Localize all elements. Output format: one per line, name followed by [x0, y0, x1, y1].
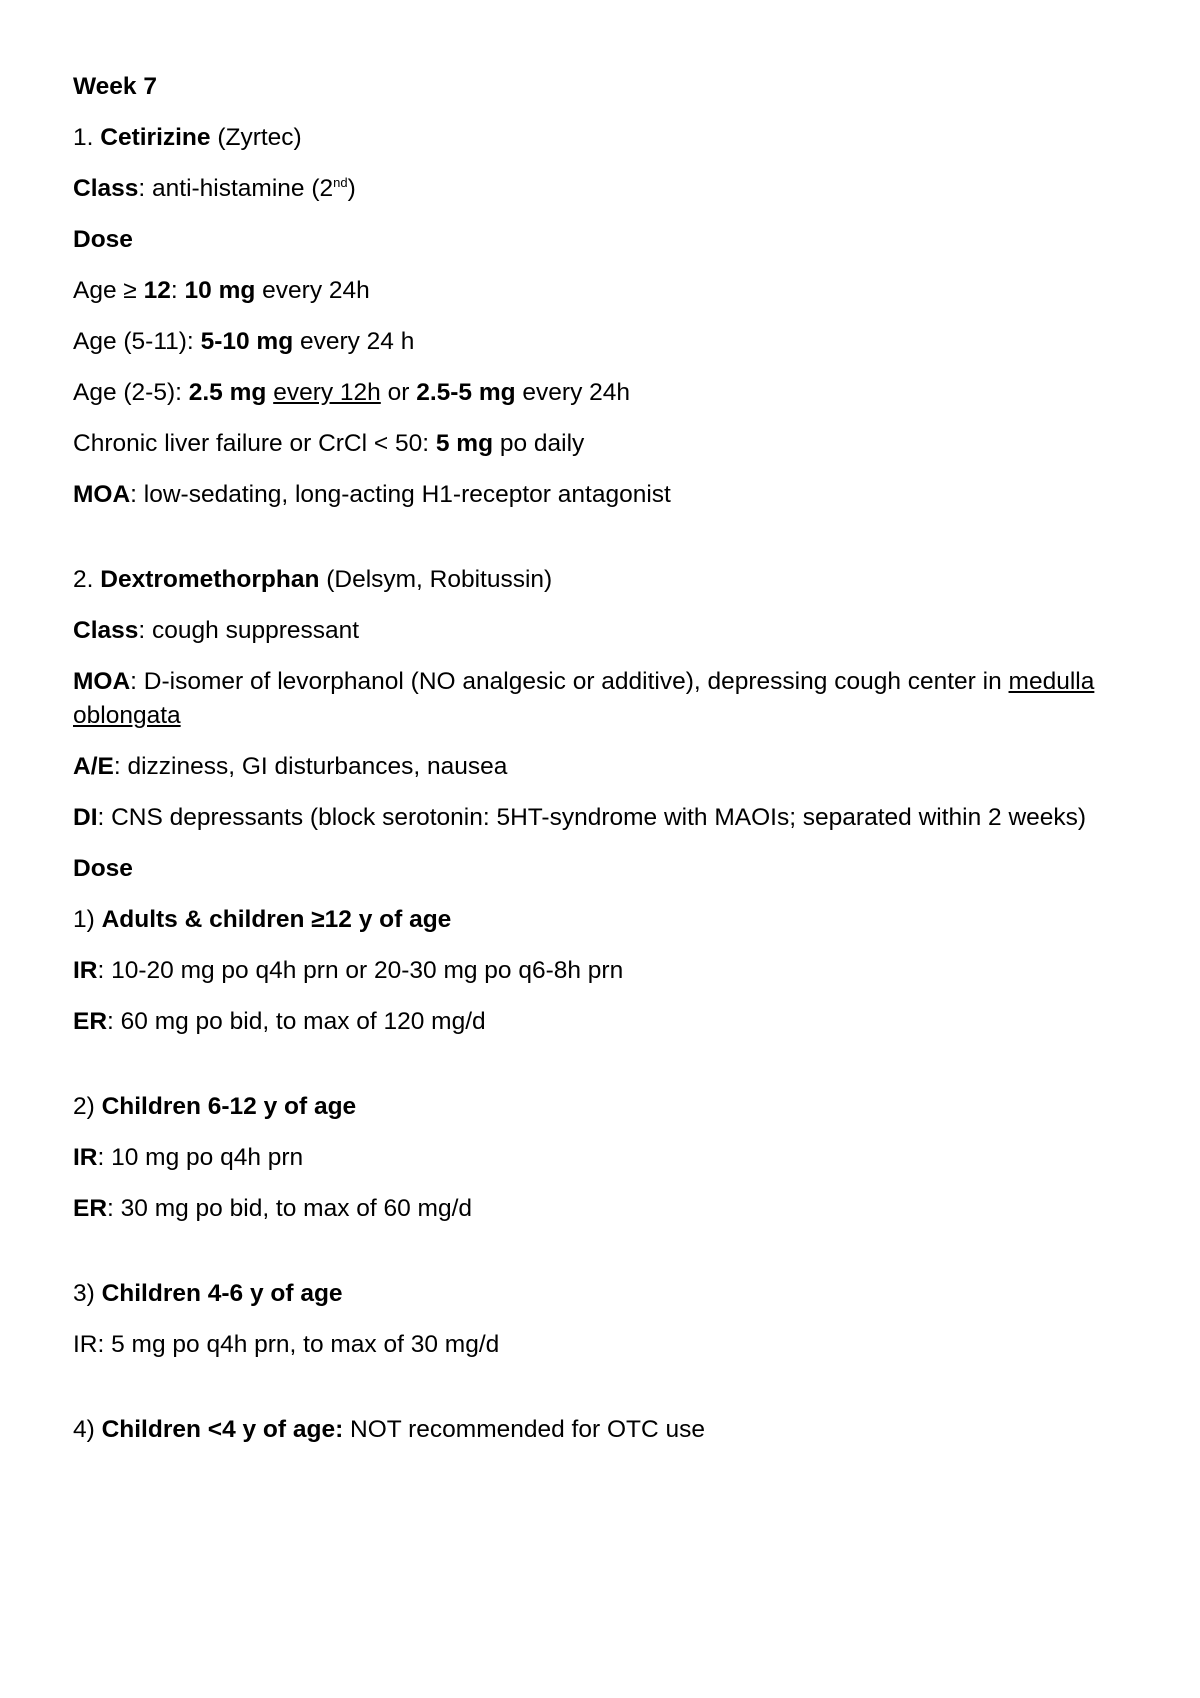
drug1-number: 1. [73, 124, 101, 151]
dose-amount: 5-10 mg [200, 328, 294, 355]
drug2-ae-text: : dizziness, GI disturbances, nausea [113, 753, 508, 780]
drug1-brand: (Zyrtec) [210, 124, 302, 151]
week-title: Week 7 [73, 73, 157, 100]
er-label: ER [73, 1195, 108, 1222]
dose-amount: 10 mg [184, 277, 256, 304]
drug2-name: Dextromethorphan [100, 566, 320, 593]
drug1-dose-line [73, 274, 1153, 308]
dose-frequency: every 24h [515, 379, 631, 406]
group-number: 4) [73, 1416, 102, 1443]
er-text: : 30 mg po bid, to max of 60 mg/d [107, 1195, 473, 1222]
group-title: Children <4 y of age: [101, 1416, 344, 1443]
dose-frequency: po daily [493, 430, 585, 457]
dose-age: 12 [143, 277, 171, 304]
drug2-moa [73, 665, 1153, 733]
ir-label: IR [73, 1144, 98, 1171]
drug2-di-label: DI [73, 804, 98, 831]
drug2-ae-label: A/E [73, 753, 114, 780]
dose-frequency: every 24 h [293, 328, 415, 355]
dose-group-ir [73, 1141, 1153, 1175]
drug1-heading [73, 121, 1153, 155]
drug1-class [73, 172, 1153, 206]
dose-group-title [73, 1413, 1153, 1447]
drug2-ae [73, 750, 1153, 784]
drug1-dose-line [73, 376, 1153, 410]
ir-label: IR [73, 957, 98, 984]
ir-text: : 10-20 mg po q4h prn or 20-30 mg po q6-8h prn [97, 957, 624, 984]
group-title: Children 6-12 y of age [101, 1093, 357, 1120]
drug1-moa-text: : low-sedating, long-acting H1-receptor antagonist [130, 481, 671, 508]
dose-group-title [73, 903, 1153, 937]
dose-group-er [73, 1005, 1153, 1039]
drug1-moa [73, 478, 1153, 512]
ir-text: : 10 mg po q4h prn [97, 1144, 304, 1171]
drug2-class [73, 614, 1153, 648]
drug2-moa-underline: medulla oblongata [73, 668, 1095, 729]
er-text: : 60 mg po bid, to max of 120 mg/d [107, 1008, 486, 1035]
dose-amount: 2.5 mg [188, 379, 267, 406]
drug2-brand: (Delsym, Robitussin) [319, 566, 553, 593]
er-label: ER [73, 1008, 108, 1035]
drug2-class-label: Class [73, 617, 139, 644]
document-page [73, 70, 1153, 1464]
drug2-di-text: : CNS depressants (block serotonin: 5HT-syndrome with MAOIs; separated within 2 weeks) [97, 804, 1087, 831]
dose-text: Age (2-5): [73, 379, 189, 406]
dose-group-title [73, 1090, 1153, 1124]
group-note: NOT recommended for OTC use [343, 1416, 705, 1443]
dose-text: : [170, 277, 185, 304]
dose-group-ir [73, 954, 1153, 988]
drug1-name: Cetirizine [100, 124, 211, 151]
drug1-moa-label: MOA [73, 481, 131, 508]
group-title: Children 4-6 y of age [101, 1280, 343, 1307]
drug2-number: 2. [73, 566, 101, 593]
drug2-dose-heading: Dose [73, 855, 133, 882]
dose-text: or [380, 379, 417, 406]
drug2-heading [73, 563, 1153, 597]
dose-text: Chronic liver failure or CrCl < 50: [73, 430, 436, 457]
drug2-moa-label: MOA [73, 668, 131, 695]
dose-frequency-underlined: every 12h [273, 379, 381, 406]
drug2-di [73, 801, 1153, 835]
drug1-class-label: Class [73, 175, 139, 202]
drug1-dose-heading: Dose [73, 226, 133, 253]
drug1-class-text: : anti-histamine (2 [138, 175, 334, 202]
dose-amount: 2.5-5 mg [416, 379, 516, 406]
drug1-class-sup: nd [333, 174, 348, 190]
drug1-dose-line [73, 427, 1153, 461]
dose-group-er [73, 1192, 1153, 1226]
group-title: Adults & children ≥12 y of age [101, 906, 452, 933]
dose-text: Age ≥ [73, 277, 144, 304]
dose-group-title [73, 1277, 1153, 1311]
drug1-class-close: ) [347, 175, 356, 202]
dose-frequency: every 24h [255, 277, 370, 304]
dose-text: Age (5-11): [73, 328, 201, 355]
dose-amount: 5 mg [435, 430, 494, 457]
group-number: 1) [73, 906, 102, 933]
drug2-moa-text: : D-isomer of levorphanol (NO analgesic or additive), depressing cough center in [130, 668, 1009, 695]
dose-group-line: IR: 5 mg po q4h prn, to max of 30 mg/d [73, 1331, 500, 1358]
group-number: 3) [73, 1280, 102, 1307]
drug1-dose-line [73, 325, 1153, 359]
drug2-class-text: : cough suppressant [138, 617, 360, 644]
group-number: 2) [73, 1093, 102, 1120]
